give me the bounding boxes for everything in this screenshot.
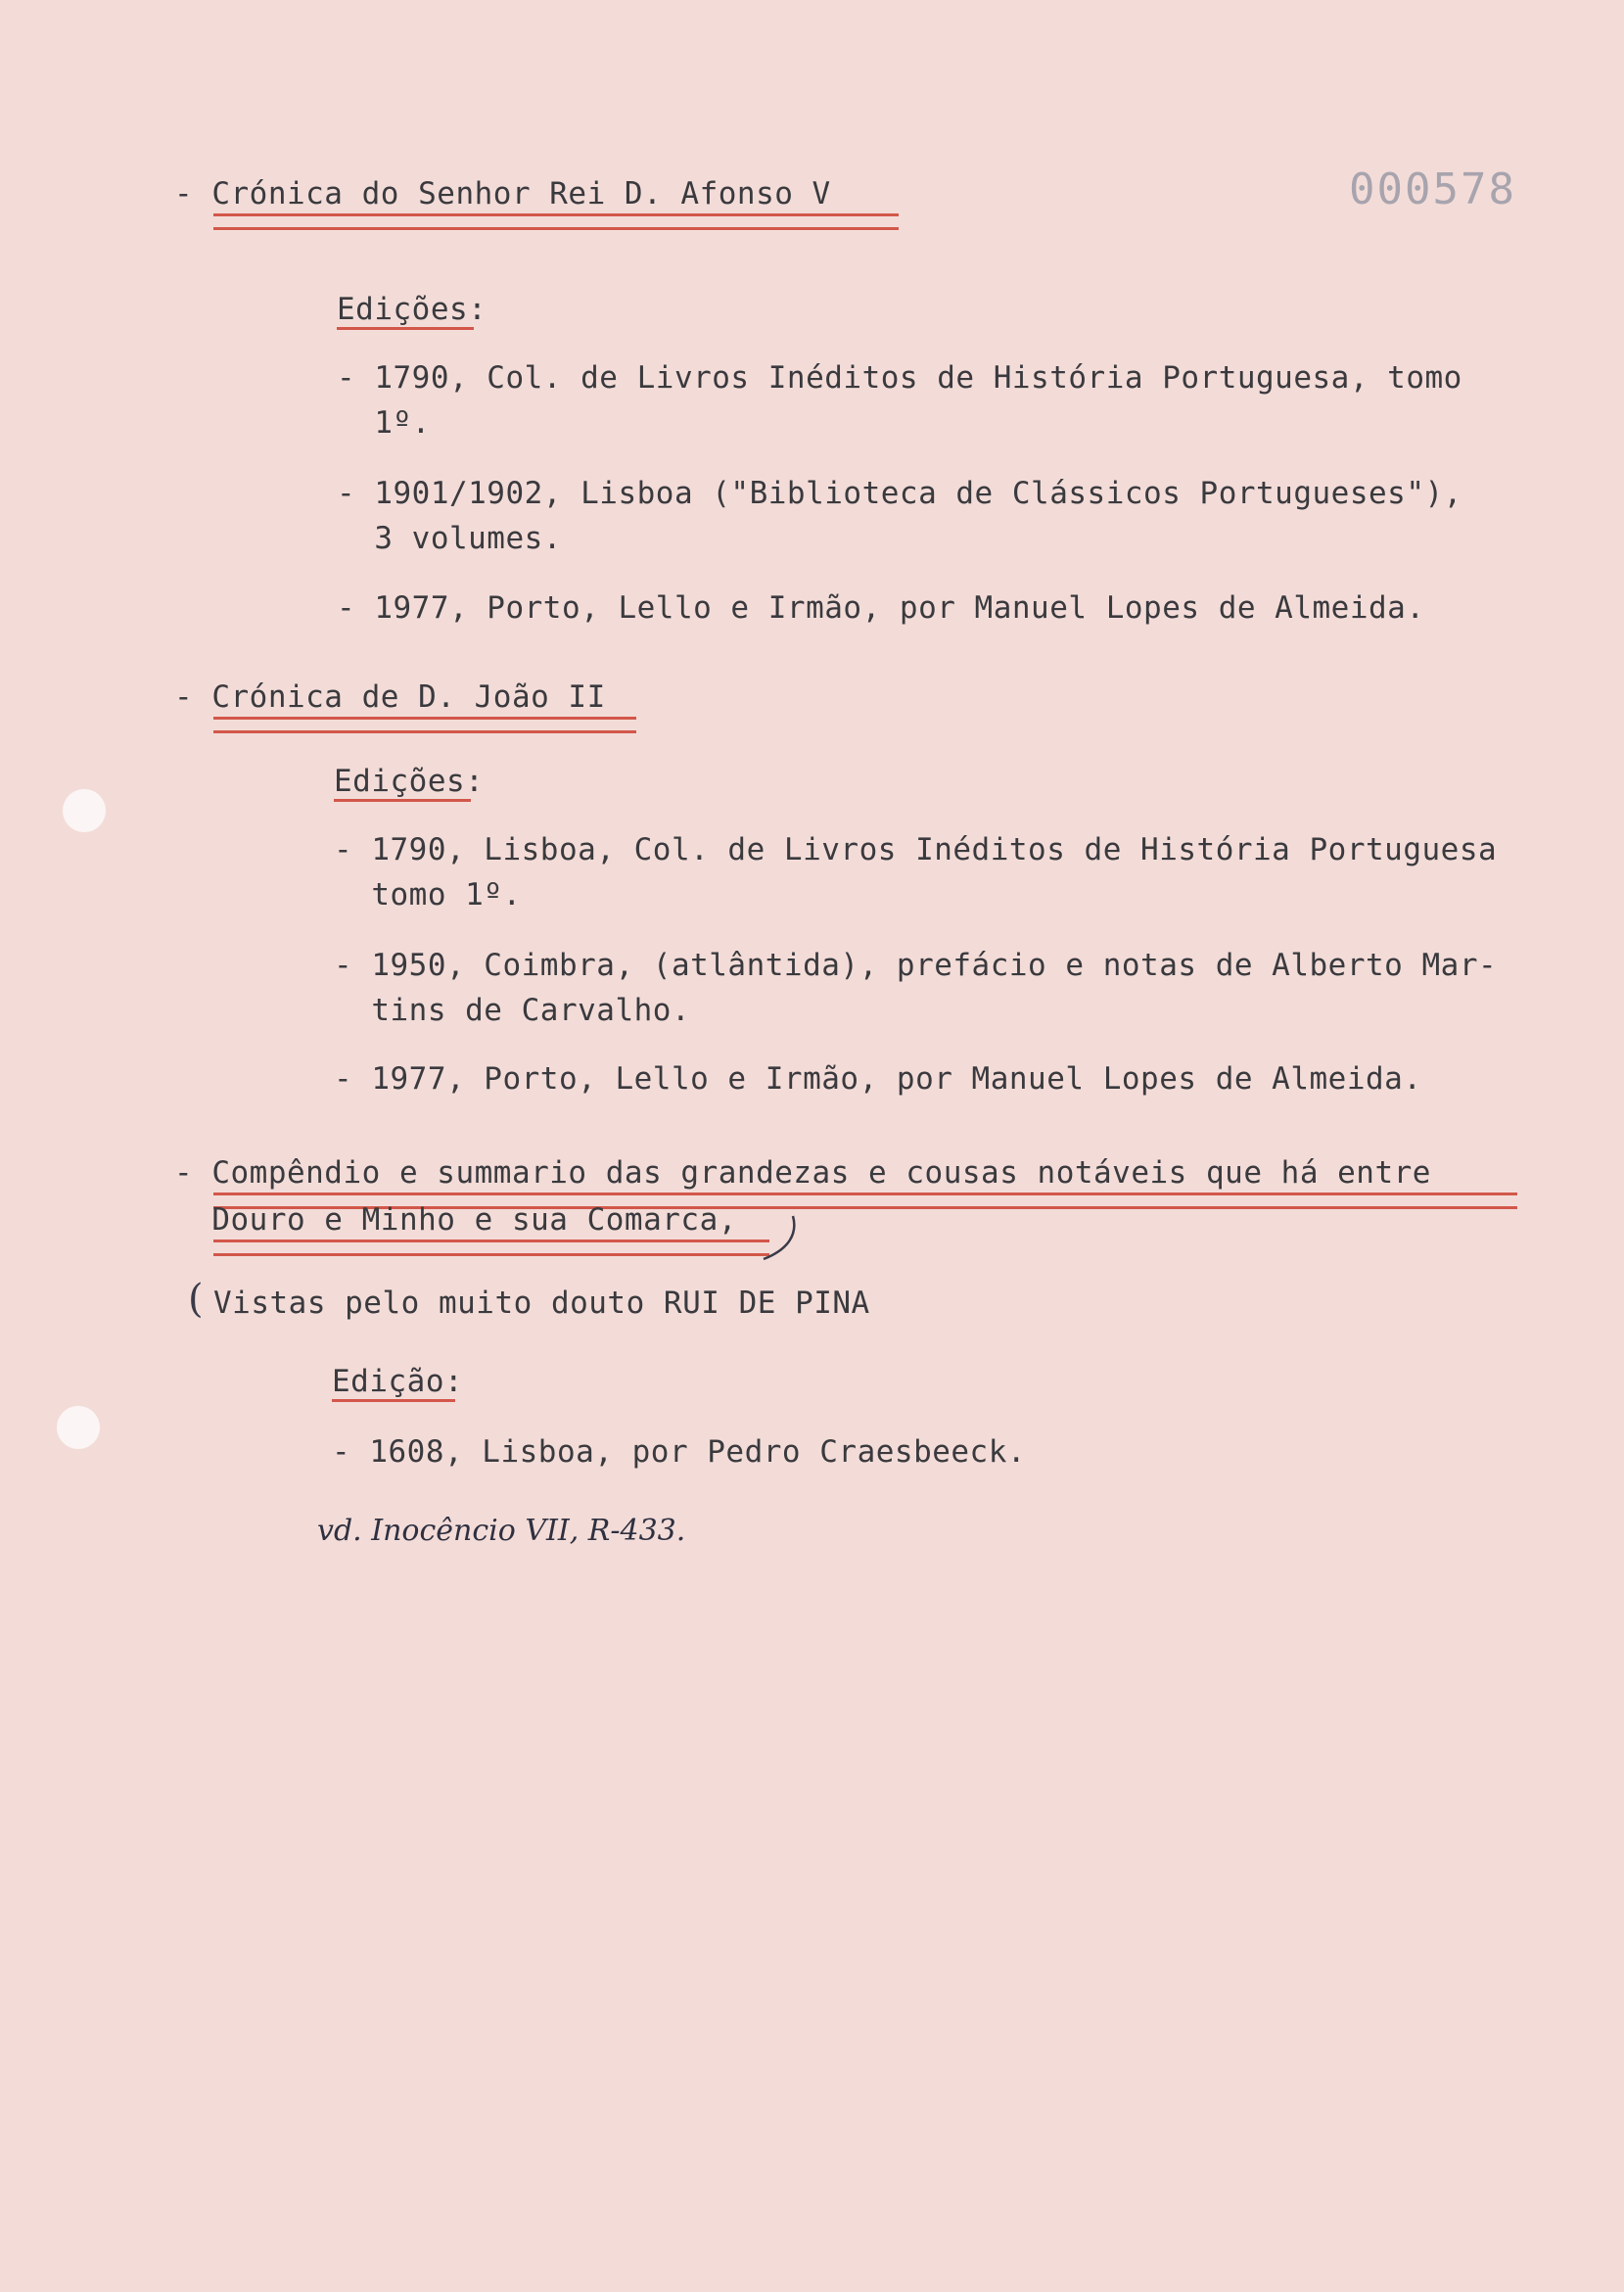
editions-label: Edições: [337, 292, 487, 327]
edition-line: - 1608, Lisboa, por Pedro Craesbeeck. [332, 1434, 1027, 1470]
edition-line: - 1950, Coimbra, (atlântida), prefácio e notas de Alberto Mar- [334, 948, 1498, 983]
editions-label: Edições: [334, 764, 485, 799]
label-underline [337, 327, 474, 330]
title-underline [213, 1253, 769, 1256]
title-underline [213, 227, 899, 230]
handwritten-note: vd. Inocêncio VII, R-433. [317, 1514, 686, 1548]
title-underline [213, 1240, 769, 1242]
edition-line: - 1977, Porto, Lello e Irmão, por Manuel Lopes de Almeida. [334, 1061, 1422, 1097]
edition-line: - 1977, Porto, Lello e Irmão, por Manuel Lopes de Almeida. [337, 590, 1425, 626]
punch-hole [57, 1406, 100, 1449]
label-underline [334, 799, 471, 802]
section-title: - Crónica de D. João II [174, 679, 606, 715]
punch-hole [63, 789, 106, 832]
edition-line: - 1790, Col. de Livros Inéditos de História Portuguesa, tomo [337, 360, 1462, 396]
handwritten-paren: ( [188, 1277, 204, 1322]
edition-line: 1º. [337, 405, 431, 441]
section-title: - Crónica do Senhor Rei D. Afonso V [174, 176, 831, 211]
edition-line: - 1790, Lisboa, Col. de Livros Inéditos de História Portuguesa [334, 832, 1498, 867]
author-note: Vistas pelo muito douto RUI DE PINA [213, 1286, 870, 1321]
handwritten-bracket-mark [744, 1210, 803, 1269]
title-underline [213, 1193, 1517, 1195]
title-underline [213, 730, 636, 733]
edition-line: tins de Carvalho. [334, 993, 691, 1028]
title-underline [213, 717, 636, 720]
edition-line: tomo 1º. [334, 877, 522, 912]
title-underline [213, 213, 899, 216]
edition-line: - 1901/1902, Lisboa ("Biblioteca de Clássicos Portugueses"), [337, 476, 1462, 511]
section-title: Douro e Minho e sua Comarca, [174, 1202, 737, 1238]
serial-number: 000578 [1349, 164, 1516, 214]
section-title: - Compêndio e summario das grandezas e cousas notáveis que há entre [174, 1155, 1431, 1191]
label-underline [332, 1399, 455, 1402]
edition-line: 3 volumes. [337, 521, 562, 556]
editions-label: Edição: [332, 1364, 464, 1399]
